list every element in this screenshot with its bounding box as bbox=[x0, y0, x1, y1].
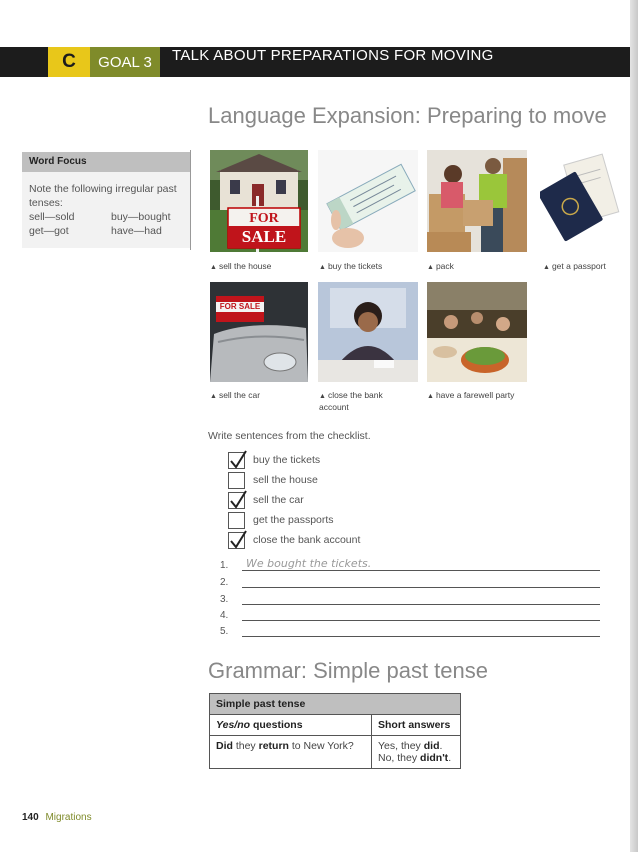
answer-line[interactable] bbox=[220, 607, 600, 621]
checklist-item[interactable] bbox=[228, 450, 320, 470]
column-header-answers: Short answers bbox=[372, 715, 461, 736]
column-header-questions: Yes/no questions bbox=[210, 715, 372, 736]
line-number: 1. bbox=[220, 560, 229, 571]
section-title: TALK ABOUT PREPARATIONS FOR MOVING bbox=[172, 47, 494, 64]
grammar-table bbox=[209, 693, 461, 769]
sale-sign-text: SALE bbox=[228, 226, 300, 248]
page-number: 140 bbox=[22, 812, 39, 823]
word-focus-title: Word Focus bbox=[22, 152, 190, 172]
word-focus-intro: Note the following irregular past tenses: bbox=[29, 183, 177, 209]
checklist-item[interactable] bbox=[228, 470, 318, 490]
caption-sell-car: ▲ sell the car bbox=[210, 390, 261, 400]
caption-sell-house: ▲ sell the house bbox=[210, 261, 272, 271]
checklist-label: buy the tickets bbox=[253, 454, 321, 466]
photo-passport bbox=[540, 150, 620, 252]
photo-pack bbox=[427, 150, 527, 252]
sidebar-divider bbox=[190, 150, 191, 250]
answer-line[interactable] bbox=[220, 557, 600, 571]
answer-line[interactable] bbox=[220, 591, 600, 605]
photo-house bbox=[210, 150, 308, 252]
word-focus-box bbox=[22, 172, 190, 248]
checkbox-unchecked[interactable] bbox=[228, 512, 245, 529]
page-edge-shadow bbox=[630, 0, 638, 852]
answer-line[interactable] bbox=[220, 623, 600, 637]
answer-text[interactable]: We bought the tickets. bbox=[246, 557, 372, 570]
unit-title: Migrations bbox=[45, 812, 92, 823]
line-rule bbox=[242, 620, 600, 621]
language-expansion-heading: Language Expansion: Preparing to move bbox=[208, 103, 607, 128]
grammar-heading: Grammar: Simple past tense bbox=[208, 658, 488, 683]
line-number: 2. bbox=[220, 577, 229, 588]
photo-bank bbox=[318, 282, 418, 382]
line-rule bbox=[242, 604, 600, 605]
line-rule bbox=[242, 636, 600, 637]
caption-pack: ▲ pack bbox=[427, 261, 454, 271]
checklist-label: get the passports bbox=[253, 514, 334, 526]
example-answers bbox=[372, 736, 461, 769]
word-pair: sell—sold bbox=[29, 211, 75, 223]
section-letter: C bbox=[48, 47, 90, 77]
checkbox-checked[interactable] bbox=[228, 532, 245, 549]
line-rule bbox=[242, 570, 600, 571]
checklist-item[interactable] bbox=[228, 510, 334, 530]
checkbox-unchecked[interactable] bbox=[228, 472, 245, 489]
section-header-bar bbox=[0, 47, 630, 77]
line-number: 5. bbox=[220, 626, 229, 637]
caption-buy-tickets: ▲ buy the tickets bbox=[319, 261, 383, 271]
answer-no: No, they didn't. bbox=[378, 752, 452, 764]
word-pair: get—got bbox=[29, 225, 69, 237]
page-footer bbox=[22, 812, 92, 823]
caption-farewell-party: ▲ have a farewell party bbox=[427, 390, 515, 400]
checklist-item[interactable] bbox=[228, 530, 360, 550]
example-question: Did they return to New York? bbox=[210, 736, 372, 769]
caption-get-passport: ▲ get a passport bbox=[543, 261, 606, 271]
car-sign-text: FOR SALE bbox=[219, 302, 261, 311]
photo-car bbox=[210, 282, 308, 382]
photo-tickets bbox=[318, 150, 418, 252]
answer-line[interactable] bbox=[220, 574, 600, 588]
for-sign-text: FOR bbox=[249, 211, 279, 226]
grammar-table-title: Simple past tense bbox=[210, 694, 461, 715]
word-focus-pairs bbox=[29, 210, 183, 238]
answer-yes: Yes, they did. bbox=[378, 740, 443, 752]
caption-close-bank: ▲ close the bank account bbox=[319, 390, 383, 412]
checklist-label: sell the house bbox=[253, 474, 318, 486]
line-rule bbox=[242, 587, 600, 588]
goal-badge: GOAL 3 bbox=[90, 47, 160, 77]
checklist-item[interactable] bbox=[228, 490, 304, 510]
word-pair: have—had bbox=[111, 225, 162, 237]
checklist-label: sell the car bbox=[253, 494, 304, 506]
line-number: 3. bbox=[220, 594, 229, 605]
checkbox-checked[interactable] bbox=[228, 452, 245, 469]
word-pair: buy—bought bbox=[111, 211, 171, 223]
exercise-instruction: Write sentences from the checklist. bbox=[208, 430, 371, 442]
line-number: 4. bbox=[220, 610, 229, 621]
photo-party bbox=[427, 282, 527, 382]
checklist-label: close the bank account bbox=[253, 534, 361, 546]
checkbox-checked[interactable] bbox=[228, 492, 245, 509]
